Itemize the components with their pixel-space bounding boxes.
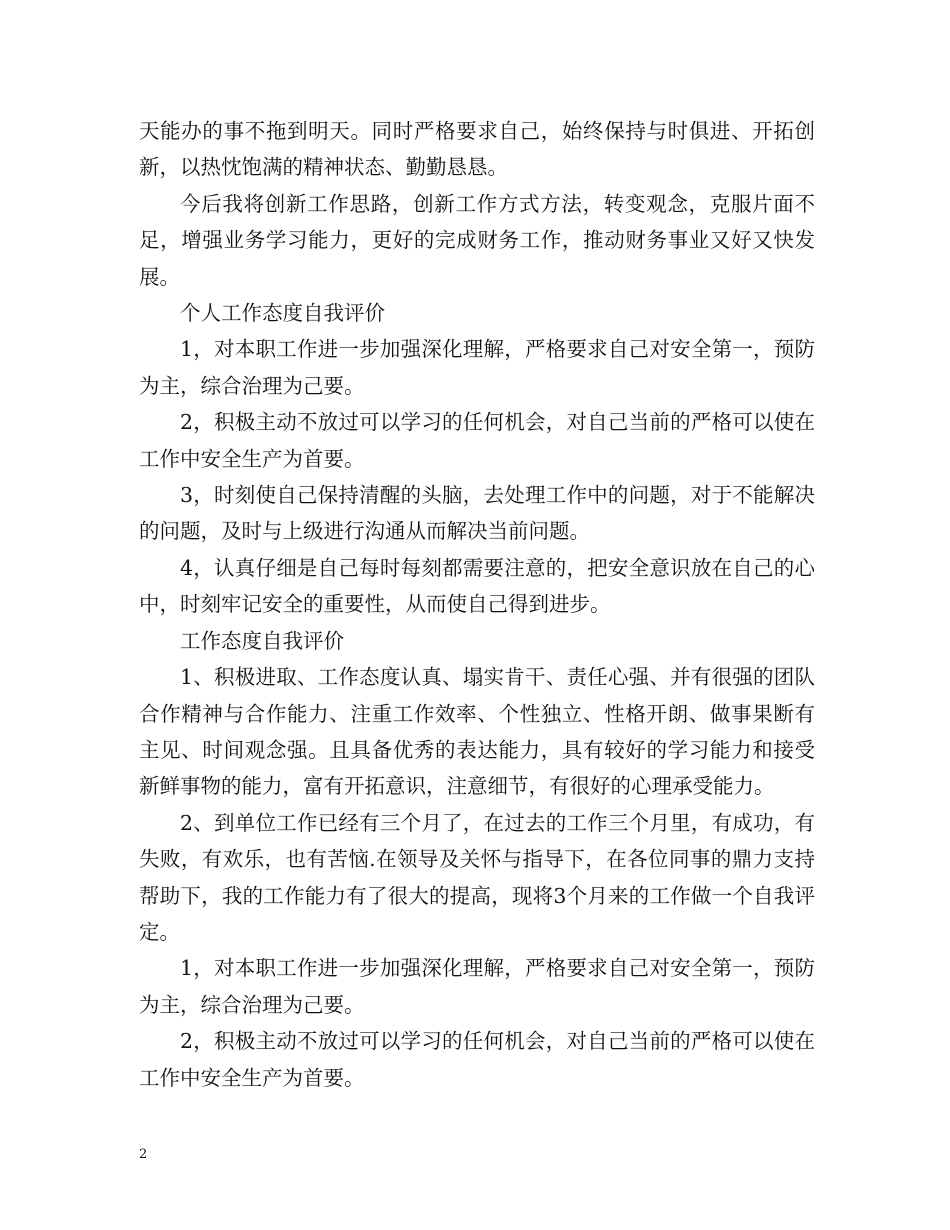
paragraph-repeat-1: 1，对本职工作进一步加强深化理解，严格要求自己对安全第一，预防为主，综合治理为己要。 — [139, 956, 815, 1017]
paragraph-1: 天能办的事不拖到明天。同时严格要求自己，始终保持与时俱进、开拓创新，以热忱饱满的精神状态、勤勤恳恳。 — [139, 119, 815, 180]
paragraph-item-2: 2，积极主动不放过可以学习的任何机会，对自己当前的严格可以使在工作中安全生产为首要。 — [139, 410, 815, 471]
paragraph-work-2: 2、到单位工作已经有三个月了，在过去的工作三个月里，有成功，有失败，有欢乐，也有苦恼.在领导及关怀与指导下，在各位同事的鼎力支持帮助下，我的工作能力有了很大的提高，现将3个月来的工作做一个自我评定。 — [139, 810, 815, 944]
paragraph-item-4: 4，认真仔细是自己每时每刻都需要注意的，把安全意识放在自己的心中，时刻牢记安全的重要性，从而使自己得到进步。 — [139, 555, 815, 617]
paragraph-repeat-2: 2，积极主动不放过可以学习的任何机会，对自己当前的严格可以使在工作中安全生产为首要。 — [139, 1029, 815, 1090]
paragraph-2: 今后我将创新工作思路，创新工作方式方法，转变观念，克服片面不足，增强业务学习能力，更好的完成财务工作，推动财务事业又好又快发展。 — [139, 191, 815, 289]
paragraph-item-1: 1，对本职工作进一步加强深化理解，严格要求自己对安全第一，预防为主，综合治理为己要。 — [139, 337, 815, 398]
page-number: 2 — [139, 1147, 148, 1162]
document-body — [139, 113, 815, 1096]
paragraph-item-3: 3，时刻使自己保持清醒的头脑，去处理工作中的问题，对于不能解决的问题，及时与上级进行沟通从而解决当前问题。 — [139, 483, 815, 544]
section-heading-work-attitude: 工作态度自我评价 — [180, 628, 344, 653]
paragraph-work-1: 1、积极进取、工作态度认真、塌实肯干、责任心强、并有很强的团队合作精神与合作能力、注重工作效率、个性独立、性格开朗、做事果断有主见、时间观念强。且具备优秀的表达能力，具有较好的学习能力和接受新鲜事物的能力，富有开拓意识，注意细节，有很好的心理承受能力。 — [139, 665, 815, 799]
section-heading-personal-attitude: 个人工作态度自我评价 — [180, 301, 385, 326]
